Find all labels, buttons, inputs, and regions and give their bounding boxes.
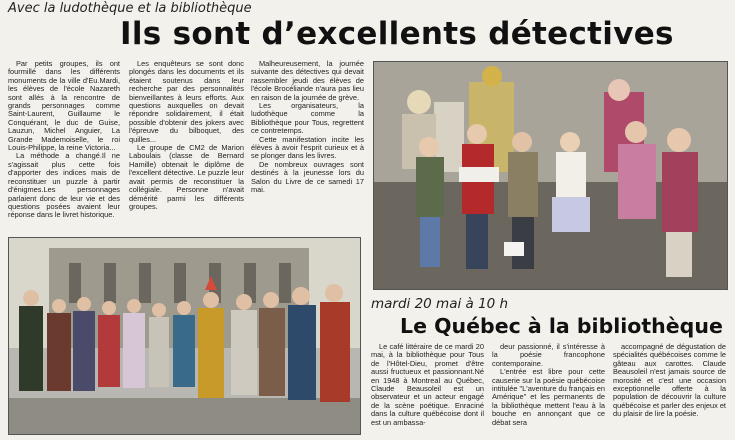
paragraph: accompagné de dégustation de spécialités québécoises comme le gâteau aux carottes. Claude Beausoleil n'est jamais source de morosité et c'est une occasion exceptionnelle offerte à la population de découvrir la culture québécoise et parler des enjeux et du plaisir de lire la poésie. — [613, 342, 726, 419]
article2-title: Le Québec à la bibliothèque — [400, 314, 723, 338]
paragraph: L'entrée est libre pour cette causerie sur la poésie québécoise intitulée "L'aventure du français en Amérique" et les permanents de la bibliothèque mettent l'eau à la bouche en annonçant que ce débat sera — [492, 367, 605, 427]
article2-subtitle: mardi 20 mai à 10 h — [371, 296, 509, 312]
paragraph: La méthode a changé.Il ne s'agissait plus cette fois d'apporter des indices mais de reconstituer un puzzle à partir d'énigmes.Les personnages parlaient donc de leur vie et des questions posées avaient leur réponse dans le livret historique. — [8, 151, 120, 220]
article1-column-1 — [8, 60, 120, 220]
headline: Ils sont d’excellents détectives — [120, 16, 674, 52]
photo-group-in-costumes — [8, 237, 361, 435]
section-kicker: Avec la ludothèque et la bibliothèque — [8, 1, 252, 16]
paragraph: De nombreux ouvrages sont destinés à la jeunesse lors du Salon du Livre de ce samedi 17 mai. — [251, 159, 364, 195]
article2-column-2 — [492, 343, 605, 427]
paragraph: Malheureusement, la journée suivante des détectives qui devait rassembler jeudi des élèves de l'école Brocéliande n'aura pas lieu en raison de la journée de grève. — [251, 59, 364, 102]
paragraph: deur passionné, il s'intéresse à la poésie francophone contemporaine. — [492, 342, 605, 368]
article1-column-3 — [251, 60, 364, 195]
article1-column-2 — [129, 60, 244, 211]
paragraph: Le café littéraire de ce mardi 20 mai, à la bibliothèque pour Tous de l'Hôtel-Dieu, promet d'être aussi fructueux et passionnant.Né en 1948 à Montreal au Québec, Claude Beausoleil est un observateur et un acteur engagé de la scène poétique. Enraciné dans la culture québécoise dont il est un ambassa- — [371, 342, 484, 427]
article2-column-3 — [613, 343, 726, 419]
article2-column-1 — [371, 343, 484, 427]
paragraph: Le groupe de CM2 de Marion Laboulais (classe de Bernard Hamille) obtenait le diplôme de l'excellent détective. Le puzzle leur avait permis de reconstituer la collégiale. Personne n'avait démérité parmi les différents groupes. — [129, 143, 244, 211]
paragraph: Cette manifestation incite les élèves à avoir l'esprit curieux et à se plonger dans les livres. — [251, 134, 364, 161]
photo-children-with-puppets — [373, 61, 728, 290]
paragraph: Les enquêteurs se sont donc plongés dans les documents et ils étaient soutenus dans leur recherche par des personnalités bienveillantes à leurs efforts. Aux questions auxquelles on devait répondre solidairement, il était possible d'obtenir des jokers avec l'épreuve du bilboquet, des quilles... — [129, 59, 244, 144]
paragraph: Les organisateurs, la ludothèque comme la Bibliothèque pour Tous, regrettent ce contretemps. — [251, 101, 364, 136]
paragraph: Par petits groupes, ils ont fourmillé dans les différents monuments de la ville d'Eu.Mardi, les élèves de l'école Nazareth sont allés à la rencontre de grands personnages comme Saint-Laurent, Guillaume le Conquérant, le duc de Guise, Lauzun, Michel Anguier, La Grande Mademoiselle, le roi Louis-Philippe, la reine Victoria... — [8, 59, 120, 153]
